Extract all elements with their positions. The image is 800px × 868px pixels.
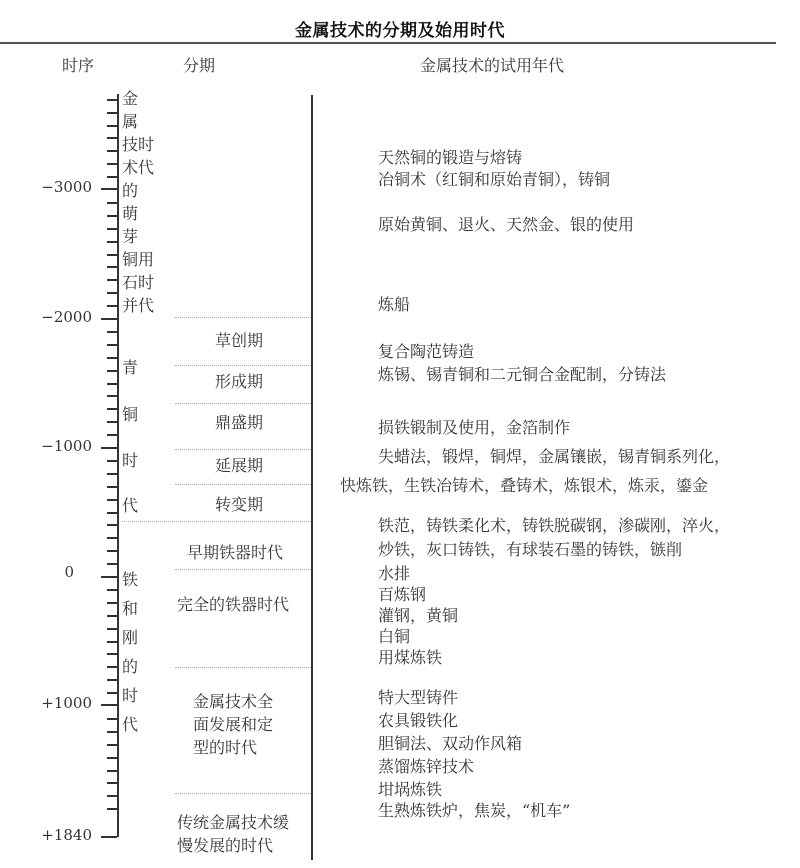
- minor-tick: [107, 628, 117, 630]
- minor-tick: [107, 137, 117, 139]
- minor-tick: [107, 666, 117, 668]
- era-1-line: 属: [122, 112, 139, 131]
- minor-tick: [107, 550, 117, 552]
- period-separator: [175, 569, 311, 570]
- technique-item: 损铁锻制及使用，金箔制作: [378, 418, 571, 437]
- era-2-line: 代: [122, 496, 139, 515]
- period-separator: [175, 403, 311, 404]
- minor-tick: [107, 266, 117, 268]
- period-label-line: 金属技术全: [193, 692, 274, 711]
- minor-tick: [107, 383, 117, 385]
- era-1-line: 并代: [122, 296, 155, 315]
- minor-tick: [107, 228, 117, 230]
- minor-tick: [107, 150, 117, 152]
- major-tick: [101, 576, 117, 578]
- minor-tick: [107, 305, 117, 307]
- minor-tick: [107, 460, 117, 462]
- period-label: 鼎盛期: [215, 413, 264, 432]
- minor-tick: [107, 292, 117, 294]
- minor-tick: [107, 421, 117, 423]
- era-3-line: 铁: [122, 570, 139, 589]
- tick-label-plus-1000: +1000: [41, 694, 92, 712]
- era-1-line: 石时: [122, 273, 155, 292]
- period-label: 延展期: [215, 456, 264, 475]
- era-1-line: 的: [122, 181, 139, 200]
- minor-tick: [107, 486, 117, 488]
- period-label-line: 面发展和定: [193, 715, 274, 734]
- era-2-line: 青: [122, 358, 139, 377]
- era-1-line: 术代: [122, 158, 155, 177]
- minor-tick: [107, 215, 117, 217]
- technique-item: 炼锡、锡青铜和二元铜合金配制，分铸法: [378, 365, 667, 384]
- minor-tick: [107, 602, 117, 604]
- minor-tick: [107, 279, 117, 281]
- tick-label-plus-1840: +1840: [41, 826, 92, 844]
- period-label-line: 型的时代: [193, 738, 258, 757]
- minor-tick: [107, 524, 117, 526]
- minor-tick: [107, 434, 117, 436]
- technique-item: 蒸馏炼锌技术: [378, 757, 475, 776]
- technique-item: 原始黄铜、退火、天然金、银的使用: [378, 215, 635, 234]
- era-1-line: 技时: [122, 135, 155, 154]
- period-separator: [175, 484, 311, 485]
- technique-item: 百炼钢: [378, 585, 427, 604]
- minor-tick: [107, 718, 117, 720]
- period-separator: [175, 317, 311, 318]
- period-label: 转变期: [215, 495, 264, 514]
- era-3-line: 时: [122, 686, 139, 705]
- major-tick: [101, 318, 117, 320]
- minor-tick: [107, 512, 117, 514]
- diagram-title: 金属技术的分期及始用时代: [295, 21, 505, 41]
- minor-tick: [107, 473, 117, 475]
- minor-tick: [107, 370, 117, 372]
- technique-item: 铁范，铸铁柔化术，铸铁脱碳钢，渗碳刚，淬火，: [378, 516, 731, 535]
- era-2-line: 时: [122, 451, 139, 470]
- tick-label-0: 0: [64, 563, 74, 581]
- era-3-line: 刚: [122, 628, 139, 647]
- minor-tick: [107, 641, 117, 643]
- technique-item: 灌钢，黄铜: [378, 606, 459, 625]
- era-1-line: 萌: [122, 204, 139, 223]
- minor-tick: [107, 537, 117, 539]
- era-3-line: 代: [122, 715, 139, 734]
- technique-item: 白铜: [378, 627, 411, 646]
- minor-tick: [107, 679, 117, 681]
- minor-tick: [107, 499, 117, 501]
- technique-item: 炼船: [378, 295, 411, 314]
- technique-item: 农具锻铁化: [378, 711, 459, 730]
- header-timeline: 时序: [62, 56, 95, 75]
- minor-tick: [107, 331, 117, 333]
- minor-tick: [107, 344, 117, 346]
- minor-tick: [107, 125, 117, 127]
- period-separator: [175, 667, 311, 668]
- minor-tick: [107, 808, 117, 810]
- technique-item: 坩埚炼铁: [378, 780, 443, 799]
- minor-tick: [107, 692, 117, 694]
- era-3-line: 的: [122, 657, 139, 676]
- minor-tick: [107, 731, 117, 733]
- technique-item: 生熟炼铁炉，焦炭，“机车”: [378, 801, 571, 820]
- era-1-line: 金: [122, 89, 139, 108]
- minor-tick: [107, 163, 117, 165]
- minor-tick: [107, 744, 117, 746]
- minor-tick: [107, 112, 117, 114]
- technique-item: 水排: [378, 564, 411, 583]
- major-tick: [101, 447, 117, 449]
- era-1-line: 铜用: [122, 250, 155, 269]
- technique-item: 用煤炼铁: [378, 648, 443, 667]
- period-label: 草创期: [215, 331, 264, 350]
- era-1-line: 芽: [122, 227, 139, 246]
- technique-item: 炒铁，灰口铸铁，有球装石墨的铸铁，镞削: [378, 540, 683, 559]
- header-period: 分期: [183, 56, 216, 75]
- major-tick: [101, 188, 117, 190]
- major-tick: [101, 836, 117, 838]
- minor-tick: [107, 795, 117, 797]
- tick-label-minus-1000: −1000: [41, 437, 92, 455]
- minor-tick: [107, 202, 117, 204]
- minor-tick: [107, 254, 117, 256]
- major-tick: [101, 704, 117, 706]
- period-label-line: 传统金属技术缓: [177, 813, 290, 832]
- minor-tick: [107, 176, 117, 178]
- period-separator: [175, 365, 311, 366]
- minor-tick: [107, 615, 117, 617]
- minor-tick: [107, 99, 117, 101]
- minor-tick: [107, 782, 117, 784]
- technique-item: 快炼铁，生铁冶铸术，叠铸术，炼银术，炼汞，鎏金: [340, 476, 709, 495]
- period-label: 早期铁器时代: [187, 543, 284, 562]
- title-rule: [0, 42, 776, 44]
- period-separator: [175, 449, 311, 450]
- era-3-line: 和: [122, 599, 139, 618]
- minor-tick: [107, 408, 117, 410]
- period-separator: [175, 793, 311, 794]
- tick-label-minus-2000: −2000: [41, 308, 92, 326]
- minor-tick: [107, 395, 117, 397]
- minor-tick: [107, 770, 117, 772]
- minor-tick: [107, 357, 117, 359]
- minor-tick: [107, 563, 117, 565]
- minor-tick: [107, 653, 117, 655]
- period-label-line: 慢发展的时代: [177, 836, 274, 855]
- minor-tick: [107, 241, 117, 243]
- period-label: 形成期: [215, 372, 264, 391]
- tick-label-minus-3000: −3000: [41, 178, 92, 196]
- technique-item: 失蜡法，锻焊，铜焊，金属镶嵌，锡青铜系列化，: [378, 447, 731, 466]
- minor-tick: [107, 589, 117, 591]
- era-2-line: 铜: [122, 405, 139, 424]
- header-techniques: 金属技术的试用年代: [420, 56, 565, 75]
- technique-item: 胆铜法、双动作风箱: [378, 734, 523, 753]
- timeline-axis: [117, 94, 119, 837]
- technique-item: 复合陶范铸造: [378, 342, 475, 361]
- period-separator: [122, 521, 311, 522]
- technique-item: 天然铜的锻造与熔铸: [378, 148, 523, 167]
- technique-item: 冶铜术（红铜和原始青铜），铸铜: [378, 170, 611, 189]
- technique-item: 特大型铸件: [378, 688, 459, 707]
- column-divider: [311, 95, 313, 860]
- minor-tick: [107, 757, 117, 759]
- period-label: 完全的铁器时代: [177, 595, 290, 614]
